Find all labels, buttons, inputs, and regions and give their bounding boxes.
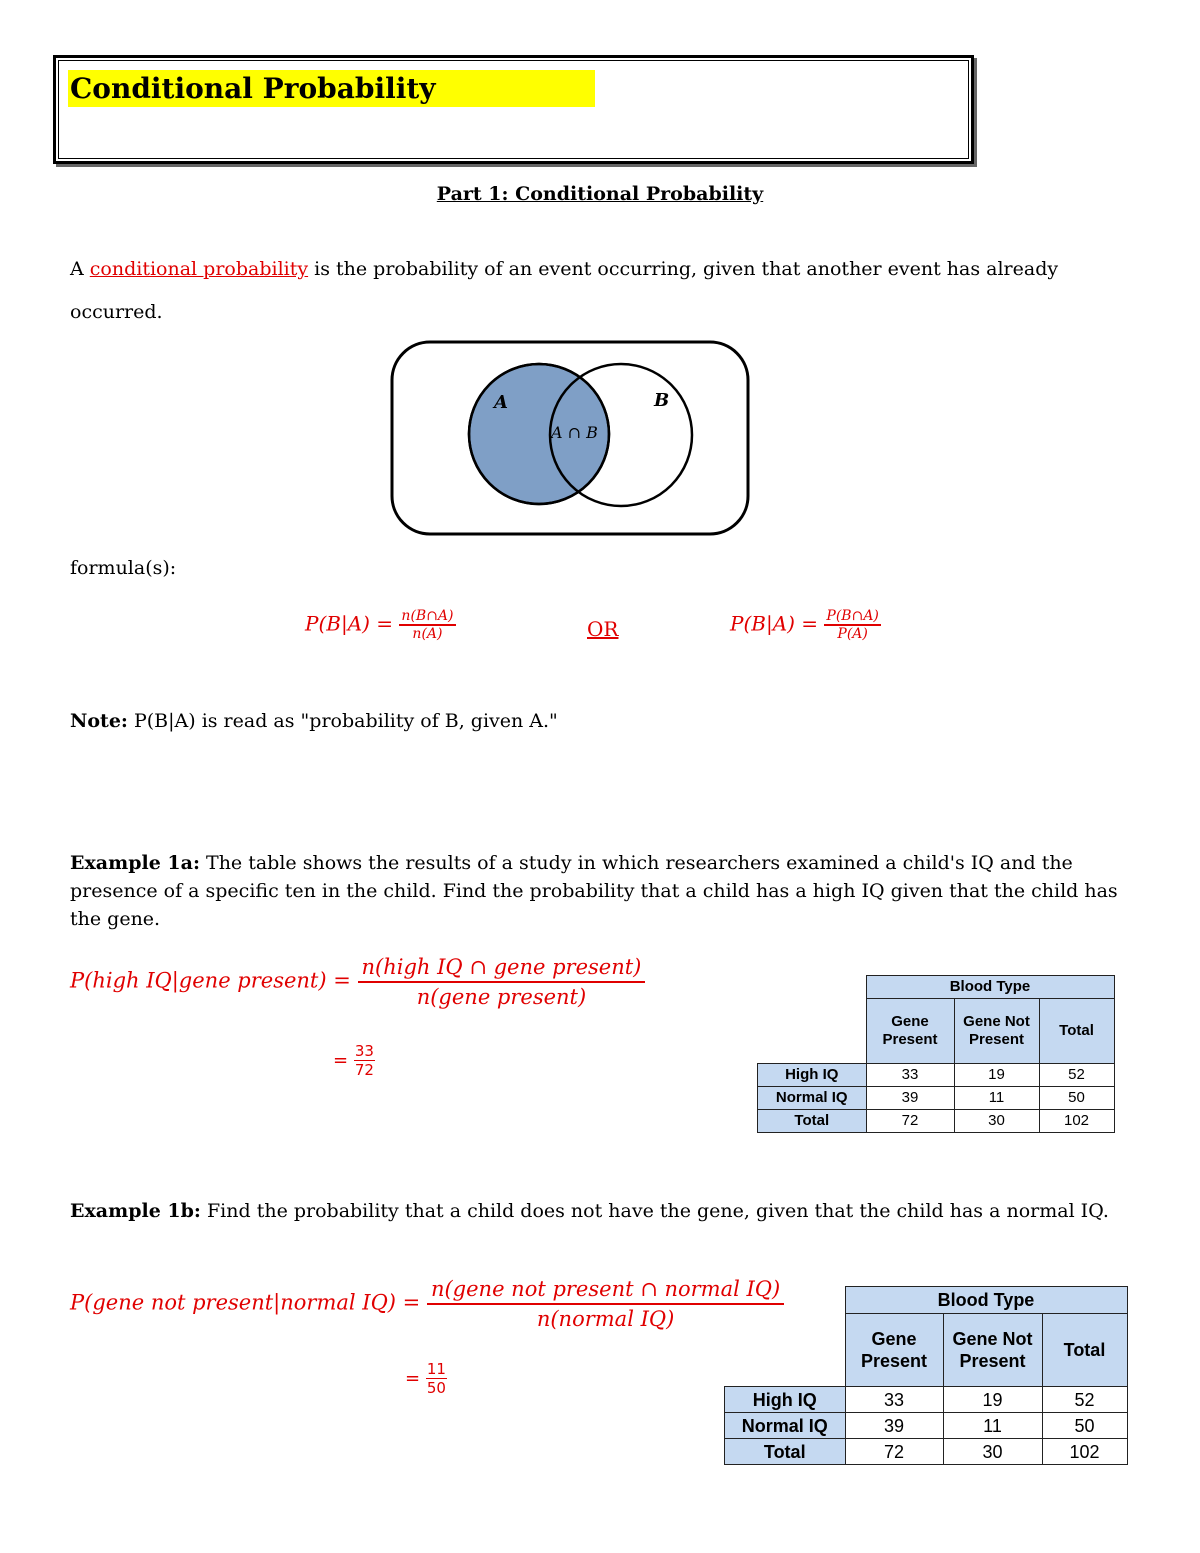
example-1a-denominator: n(gene present)	[416, 985, 587, 1009]
formula-count-fraction	[399, 608, 455, 642]
example-1b-denominator: n(normal IQ)	[536, 1307, 675, 1331]
definition-prefix: A	[70, 258, 90, 280]
formula-count-numerator: n(B∩A)	[401, 608, 454, 624]
formula-count-denominator: n(A)	[412, 626, 443, 642]
venn-label-a: A	[494, 392, 508, 413]
formula-count	[305, 608, 456, 642]
example-1a-result	[333, 1042, 376, 1079]
table-col-total: Total	[1042, 1314, 1127, 1387]
table-col-total: Total	[1039, 999, 1114, 1064]
venn-diagram	[388, 338, 752, 538]
table-row-label: Total	[725, 1439, 846, 1465]
formula-probability-denominator: P(A)	[837, 626, 868, 642]
example-1b-label: Example 1b:	[70, 1200, 201, 1222]
table-row	[725, 1387, 1128, 1413]
table-cell: 30	[954, 1110, 1039, 1133]
example-1a-result-numerator: 33	[354, 1042, 374, 1060]
example-1b-result-eq: =	[405, 1368, 421, 1389]
example-1b-lhs: P(gene not present|normal IQ) =	[70, 1290, 421, 1315]
venn-label-b: B	[654, 390, 670, 411]
document-title: Conditional Probability	[70, 72, 436, 105]
table-group-header: Blood Type	[845, 1287, 1127, 1314]
definition-term: conditional probability	[89, 258, 309, 280]
definition-paragraph	[70, 248, 1130, 334]
table-row-label: Normal IQ	[725, 1413, 846, 1439]
example-1a-result-denominator: 72	[354, 1061, 374, 1079]
example-1a-lhs: P(high IQ|gene present) =	[70, 968, 351, 993]
table-cell: 52	[1039, 1064, 1114, 1087]
table-cell: 52	[1042, 1387, 1127, 1413]
table-group-header: Blood Type	[866, 976, 1114, 999]
example-1b-text	[70, 1197, 1130, 1225]
example-1a-body: The table shows the results of a study in which researchers examined a child's IQ and the presence of a specific ten in the child. Find the probability that a child has a high IQ given that the child has the gene.	[70, 852, 1118, 930]
table-row	[725, 1413, 1128, 1439]
example-1b-result-fraction	[425, 1360, 448, 1397]
formula-or: OR	[587, 617, 619, 641]
formula-probability	[730, 608, 881, 642]
formula-probability-lhs: P(B|A) =	[730, 611, 819, 636]
note	[70, 711, 558, 732]
table-cell: 33	[866, 1064, 954, 1087]
table-cell: 102	[1039, 1110, 1114, 1133]
definition-text: is the probability of an event occurring, given that another event has already occurred.	[70, 258, 1059, 323]
part-heading: Part 1: Conditional Probability	[436, 183, 764, 205]
formula-probability-fraction	[824, 608, 880, 642]
blood-type-table-1b	[724, 1286, 1128, 1465]
table-col-gene-present: Gene Present	[866, 999, 954, 1064]
table-row-label: Normal IQ	[758, 1087, 867, 1110]
formula-count-lhs: P(B|A) =	[305, 611, 394, 636]
table-cell: 39	[845, 1413, 943, 1439]
table-cell: 50	[1039, 1087, 1114, 1110]
table-row-label: Total	[758, 1110, 867, 1133]
venn-label-intersection: A ∩ B	[551, 423, 598, 442]
table-row	[758, 1087, 1115, 1110]
table-row-label: High IQ	[758, 1064, 867, 1087]
table-col-gene-present: Gene Present	[845, 1314, 943, 1387]
table-cell: 30	[943, 1439, 1042, 1465]
table-cell: 102	[1042, 1439, 1127, 1465]
example-1b-numerator: n(gene not present ∩ normal IQ)	[427, 1277, 784, 1305]
table-cell: 72	[845, 1439, 943, 1465]
table-col-gene-not-present: Gene Not Present	[943, 1314, 1042, 1387]
table-cell: 50	[1042, 1413, 1127, 1439]
table-row	[758, 1064, 1115, 1087]
table-cell: 33	[845, 1387, 943, 1413]
table-row-label: High IQ	[725, 1387, 846, 1413]
example-1a-equation	[70, 955, 645, 1009]
note-label: Note:	[70, 710, 128, 732]
example-1b-result-denominator: 50	[426, 1379, 446, 1397]
formula-label: formula(s):	[70, 557, 177, 579]
example-1b-result-numerator: 11	[426, 1360, 446, 1378]
example-1a-numerator: n(high IQ ∩ gene present)	[358, 955, 646, 983]
table-cell: 19	[954, 1064, 1039, 1087]
table-cell: 39	[866, 1087, 954, 1110]
table-cell: 11	[954, 1087, 1039, 1110]
blood-type-table-1a	[757, 975, 1115, 1133]
example-1b-body: Find the probability that a child does not have the gene, given that the child has a normal IQ.	[200, 1200, 1109, 1222]
table-cell: 19	[943, 1387, 1042, 1413]
table-cell: 72	[866, 1110, 954, 1133]
table-row	[758, 1110, 1115, 1133]
formula-probability-numerator: P(B∩A)	[826, 608, 879, 624]
table-cell: 11	[943, 1413, 1042, 1439]
example-1a-text	[70, 849, 1130, 933]
example-1b-equation	[70, 1277, 784, 1331]
example-1a-label: Example 1a:	[70, 852, 200, 874]
table-row	[725, 1439, 1128, 1465]
example-1a-fraction	[358, 955, 646, 1009]
note-text: P(B|A) is read as "probability of B, given A."	[127, 710, 558, 732]
example-1b-result	[405, 1360, 448, 1397]
example-1a-result-fraction	[353, 1042, 376, 1079]
table-col-gene-not-present: Gene Not Present	[954, 999, 1039, 1064]
example-1a-result-eq: =	[333, 1050, 349, 1071]
